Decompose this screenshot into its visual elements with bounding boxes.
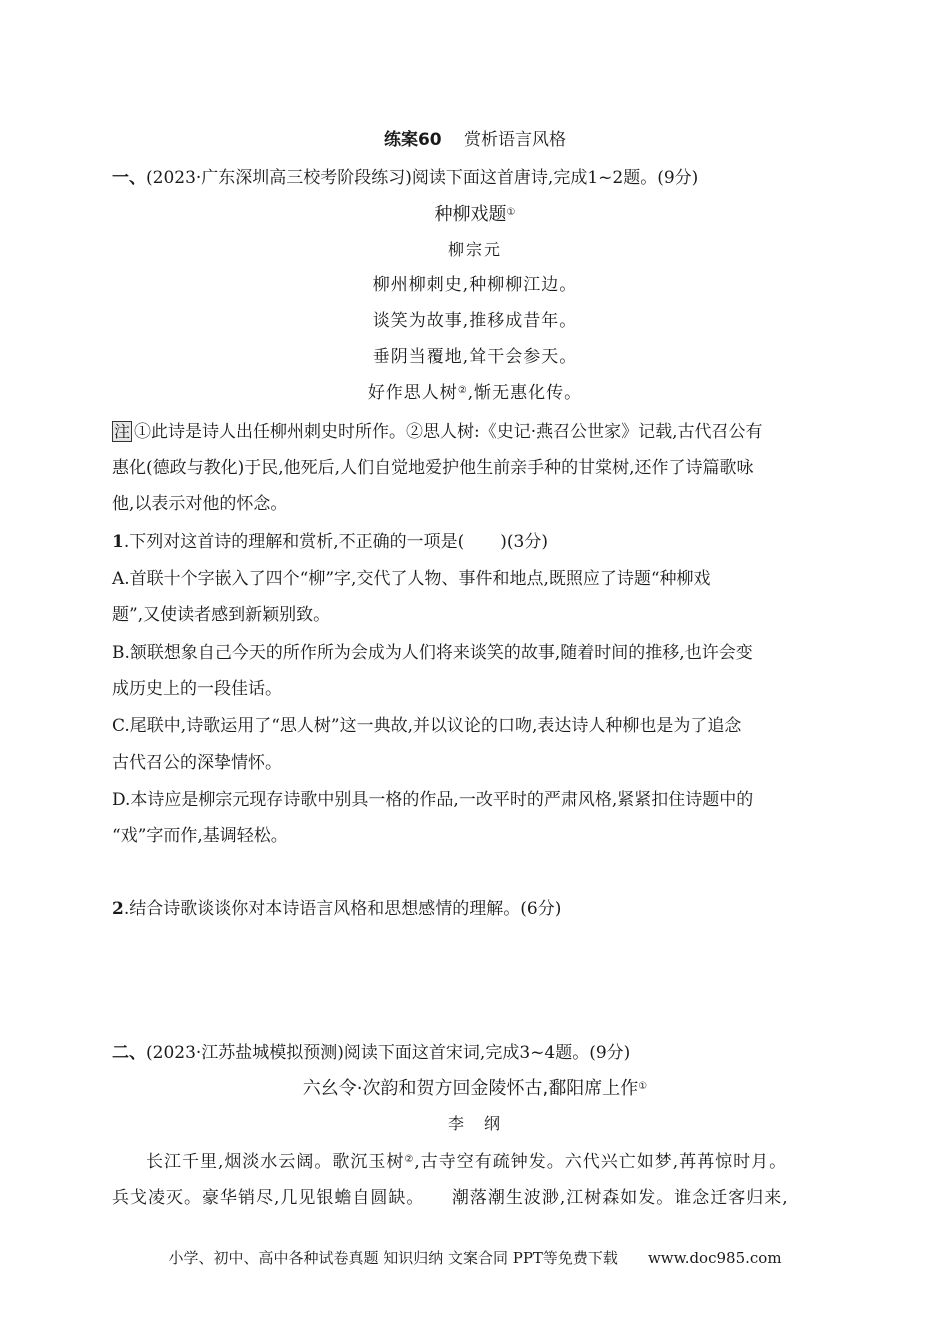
question-1-num: 1 xyxy=(112,532,124,552)
footer-url[interactable]: www.doc985.com xyxy=(647,1249,782,1267)
poem2-title-note: ① xyxy=(638,1081,648,1092)
section2-heading-num: 二、 xyxy=(112,1043,146,1063)
page-title-label: 练案60 xyxy=(383,130,442,150)
option-line: 古代召公的深挚情怀。 xyxy=(112,753,282,773)
poem1-line: 垂阴当覆地,耸干会参天。 xyxy=(372,347,578,367)
ci-line xyxy=(112,1150,787,1174)
notes-line: 惠化(德政与教化)于民,他死后,人们自觉地爱护他生前亲手种的甘棠树,还作了诗篇歌咏 xyxy=(112,458,754,478)
footer-text: 小学、初中、高中各种试卷真题 知识归纳 文案合同 PPT等免费下载 xyxy=(168,1249,618,1267)
note-tag: 注 xyxy=(114,422,131,441)
poem2-title-text: 六幺令·次韵和贺方回金陵怀古,鄱阳席上作 xyxy=(302,1078,639,1099)
poem1-line: 柳州柳刺史,种柳柳江边。 xyxy=(372,275,578,295)
question-2-text: .结合诗歌谈谈你对本诗语言风格和思想感情的理解。(6分) xyxy=(123,899,562,919)
poem2-title xyxy=(0,1077,950,1101)
poem1-line4-b: ,惭无惠化传。 xyxy=(467,383,583,403)
option-line: 题”,又使读者感到新颖别致。 xyxy=(112,605,331,625)
ci-line: 兵戈凌灭。豪华销尽,几见银蟾自圆缺。 潮落潮生波渺,江树森如发。谁念迁客归来, xyxy=(112,1188,789,1208)
question-1-text: .下列对这首诗的理解和赏析,不正确的一项是( xyxy=(123,532,465,552)
poem2-author: 李 纲 xyxy=(447,1114,502,1133)
page-title xyxy=(0,128,950,152)
poem1-title xyxy=(0,203,950,227)
question-1 xyxy=(112,530,548,554)
section1-heading-text: (2023·广东深圳高三校考阶段练习)阅读下面这首唐诗,完成1~2题。(9分) xyxy=(146,168,699,188)
option-line: B.颔联想象自己今天的所作所为会成为人们将来谈笑的故事,随着时间的推移,也许会变 xyxy=(112,643,753,663)
notes-line xyxy=(112,420,763,444)
section1-heading xyxy=(112,166,698,190)
option-line: “戏”字而作,基调轻松。 xyxy=(112,826,288,846)
ci-line1-a: 长江千里,烟淡水云阔。歌沉玉树 xyxy=(146,1152,405,1172)
question-2-num: 2 xyxy=(112,899,124,919)
question-1-score: )(3分) xyxy=(500,532,549,552)
question-2 xyxy=(112,897,561,921)
section2-heading-text: (2023·江苏盐城模拟预测)阅读下面这首宋词,完成3~4题。(9分) xyxy=(146,1043,631,1063)
option-line: A.首联十个字嵌入了四个“柳”字,交代了人物、事件和地点,既照应了诗题“种柳戏 xyxy=(112,569,711,589)
section2-heading xyxy=(112,1041,630,1065)
poem1-line4-note: ② xyxy=(457,385,468,396)
poem1-title-text: 种柳戏题 xyxy=(434,204,507,225)
ci-line1-note: ② xyxy=(404,1154,415,1165)
ci-line1-b: ,古寺空有疏钟发。六代兴亡如梦,苒苒惊时月。 xyxy=(414,1152,788,1172)
option-line: 成历史上的一段佳话。 xyxy=(112,679,282,699)
option-line: D.本诗应是柳宗元现存诗歌中别具一格的作品,一改平时的严肃风格,紧紧扣住诗题中的 xyxy=(112,790,754,810)
page-title-topic: 赏析语言风格 xyxy=(464,130,567,150)
notes-line: 他,以表示对他的怀念。 xyxy=(112,494,288,514)
poem1-title-note: ① xyxy=(506,207,516,218)
poem1-line xyxy=(0,381,950,405)
poem1-author: 柳宗元 xyxy=(447,240,502,259)
section1-heading-num: 一、 xyxy=(112,168,146,188)
poem1-line: 谈笑为故事,推移成昔年。 xyxy=(372,311,578,331)
notes-text: ①此诗是诗人出任柳州刺史时所作。②思人树:《史记·燕召公世家》记载,古代召公有 xyxy=(134,422,763,442)
option-line: C.尾联中,诗歌运用了“思人树”这一典故,并以议论的口吻,表达诗人种柳也是为了追念 xyxy=(112,716,742,736)
page-footer xyxy=(0,1246,950,1270)
poem1-line4-a: 好作思人树 xyxy=(367,383,458,403)
